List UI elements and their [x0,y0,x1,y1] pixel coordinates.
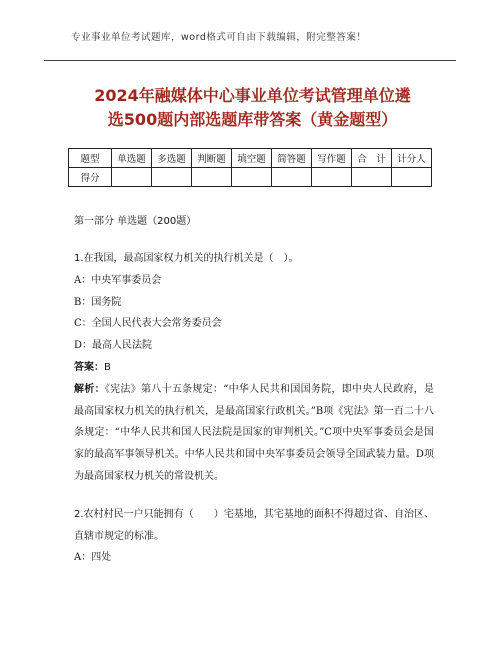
score-cell: 简答题 [272,149,312,168]
score-cell: 计分人 [392,149,432,168]
score-input-cell [272,168,312,187]
score-cell: 写作题 [312,149,352,168]
score-input-cell [232,168,272,187]
score-input-cell [112,168,152,187]
score-cell: 多选题 [152,149,192,168]
score-cell: 填空题 [232,149,272,168]
question-1-analysis [74,379,434,488]
score-cell: 得分 [69,168,112,187]
question-1-answer [74,357,434,379]
question-2-stem: 2.农村村民一户只能拥有（ ）宅基地，其宅基地的面积不得超过省、自治区、直辖市规定的标准。 [74,508,434,542]
question-2-option-a: A：四处 [74,552,112,564]
score-input-cell [152,168,192,187]
title-line-1: 2024年融媒体中心事业单位考试管理单位遴 [94,86,411,105]
question-1-option-d: D：最高人民法院 [74,340,153,352]
question-1-option-b: B：国务院 [74,296,122,308]
section-heading: 第一部分 单选题（200题） [74,216,197,227]
score-cell: 题型 [69,149,112,168]
score-input-cell [312,168,352,187]
answer-label: 答案： [74,361,104,373]
score-input-cell [352,168,392,187]
score-cell: 合 计 [352,149,392,168]
header-divider [44,60,456,61]
score-cell: 判断题 [192,149,232,168]
score-input-cell [192,168,232,187]
question-1-stem: 1.在我国，最高国家权力机关的执行机关是（ ）。 [74,253,299,264]
answer-value: B [104,361,111,373]
score-table [68,148,432,187]
score-cell: 单选题 [112,149,152,168]
question-1-option-c: C：全国人民代表大会常务委员会 [74,318,222,330]
score-table-score-row [69,168,432,187]
analysis-text: 《宪法》第八十五条规定：“中华人民共和国国务院，即中央人民政府，是最高国家权力机关的执行机关，是最高国家行政机关。”B项《宪法》第一百二十八条规定：“中华人民共和国人民法院是国家的审判机关。”C项中央军事委员会是国家的最高军事领导机关。中华人民共和国中央军事委员会领导全国武装力量。D项为最高国家权力机关的常设机关。 [74,383,434,482]
header-note: 专业事业单位考试题库，word格式可自由下载编辑，附完整答案！ [71,32,367,43]
analysis-label: 解析： [74,383,105,395]
question-1-option-a: A：中央军事委员会 [74,274,162,286]
title-line-2: 选500题内部选题库带答案（黄金题型） [107,110,398,129]
score-table-header-row [69,149,432,168]
score-input-cell [392,168,432,187]
document-title [60,84,445,132]
question-list [74,248,434,569]
